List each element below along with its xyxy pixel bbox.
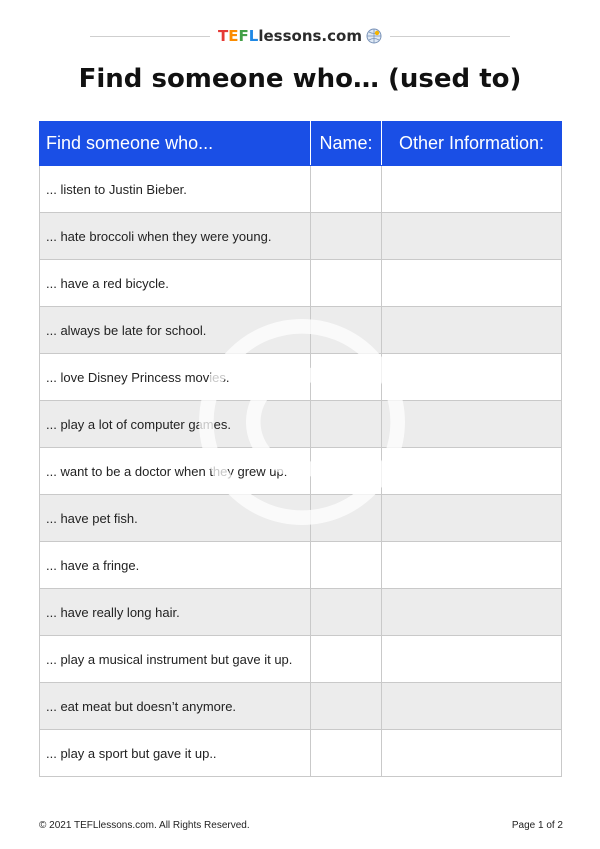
logo-divider-right xyxy=(390,36,510,37)
name-cell[interactable] xyxy=(311,542,382,589)
table-row xyxy=(40,448,562,495)
table-row xyxy=(40,260,562,307)
table-row xyxy=(40,683,562,730)
other-info-cell[interactable] xyxy=(382,542,562,589)
table-row xyxy=(40,213,562,260)
globe-icon xyxy=(366,28,382,44)
name-cell[interactable] xyxy=(311,589,382,636)
table-row xyxy=(40,166,562,213)
logo-letter-t: T xyxy=(218,27,229,45)
name-cell[interactable] xyxy=(311,354,382,401)
other-info-cell[interactable] xyxy=(382,683,562,730)
other-info-cell[interactable] xyxy=(382,354,562,401)
name-cell[interactable] xyxy=(311,213,382,260)
prompt-cell: ... have a fringe. xyxy=(40,542,311,589)
other-info-cell[interactable] xyxy=(382,448,562,495)
prompt-cell: ... have a red bicycle. xyxy=(40,260,311,307)
table-row xyxy=(40,636,562,683)
column-header-info: Other Information: xyxy=(382,122,562,166)
name-cell[interactable] xyxy=(311,401,382,448)
logo-letter-e: E xyxy=(228,27,239,45)
column-header-prompt: Find someone who... xyxy=(40,122,311,166)
table-row xyxy=(40,542,562,589)
table-row xyxy=(40,354,562,401)
prompt-cell: ... want to be a doctor when they grew up. xyxy=(40,448,311,495)
other-info-cell[interactable] xyxy=(382,307,562,354)
other-info-cell[interactable] xyxy=(382,260,562,307)
prompt-cell: ... play a sport but gave it up.. xyxy=(40,730,311,777)
table-row xyxy=(40,495,562,542)
table-row xyxy=(40,307,562,354)
other-info-cell[interactable] xyxy=(382,636,562,683)
table-row xyxy=(40,589,562,636)
logo-domain: lessons.com xyxy=(258,27,362,45)
name-cell[interactable] xyxy=(311,730,382,777)
other-info-cell[interactable] xyxy=(382,495,562,542)
prompt-cell: ... play a musical instrument but gave it up. xyxy=(40,636,311,683)
name-cell[interactable] xyxy=(311,260,382,307)
footer xyxy=(39,820,563,831)
column-header-name: Name: xyxy=(311,122,382,166)
table-header-row xyxy=(40,122,562,166)
other-info-cell[interactable] xyxy=(382,401,562,448)
name-cell[interactable] xyxy=(311,166,382,213)
name-cell[interactable] xyxy=(311,495,382,542)
site-logo xyxy=(210,27,390,45)
worksheet-table xyxy=(39,121,562,777)
page-number: Page 1 of 2 xyxy=(511,820,563,831)
logo-divider-left xyxy=(90,36,210,37)
other-info-cell[interactable] xyxy=(382,589,562,636)
table-row xyxy=(40,401,562,448)
prompt-cell: ... eat meat but doesn’t anymore. xyxy=(40,683,311,730)
prompt-cell: ... have pet fish. xyxy=(40,495,311,542)
logo-letter-f: F xyxy=(238,27,249,45)
other-info-cell[interactable] xyxy=(382,213,562,260)
copyright-text: © 2021 TEFLlessons.com. All Rights Reserved. xyxy=(39,820,250,831)
prompt-cell: ... always be late for school. xyxy=(40,307,311,354)
other-info-cell[interactable] xyxy=(382,166,562,213)
name-cell[interactable] xyxy=(311,307,382,354)
other-info-cell[interactable] xyxy=(382,730,562,777)
name-cell[interactable] xyxy=(311,683,382,730)
prompt-cell: ... listen to Justin Bieber. xyxy=(40,166,311,213)
prompt-cell: ... have really long hair. xyxy=(40,589,311,636)
prompt-cell: ... hate broccoli when they were young. xyxy=(40,213,311,260)
name-cell[interactable] xyxy=(311,448,382,495)
table-row xyxy=(40,730,562,777)
prompt-cell: ... love Disney Princess movies. xyxy=(40,354,311,401)
logo-letter-l: L xyxy=(248,27,259,45)
prompt-cell: ... play a lot of computer games. xyxy=(40,401,311,448)
logo-row xyxy=(90,22,510,50)
page-title: Find someone who… (used to) xyxy=(78,64,522,94)
name-cell[interactable] xyxy=(311,636,382,683)
